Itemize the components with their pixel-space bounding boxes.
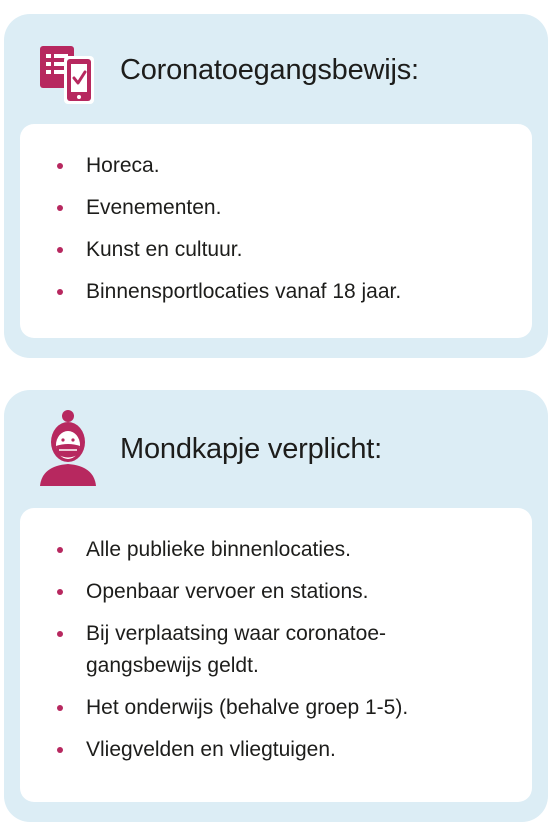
list-item-text: Kunst en cultuur. <box>86 238 243 261</box>
card-header <box>4 390 548 502</box>
list-item <box>20 150 532 182</box>
card-title: Coronatoegangsbewijs: <box>120 54 419 86</box>
list-item-text: Binnensportlocaties vanaf 18 jaar. <box>86 280 402 303</box>
list-item-text: Alle publieke binnenlocaties. <box>86 538 352 561</box>
list-item <box>20 534 532 566</box>
bullet-icon <box>57 705 63 711</box>
bullet-list <box>20 534 532 776</box>
card-header <box>4 14 548 126</box>
bullet-icon <box>57 247 63 253</box>
list-item-text: Bij verplaatsing waar coronatoe- gangsbewijs geldt. <box>86 622 386 677</box>
bullet-icon <box>57 289 63 295</box>
list-item <box>20 734 532 766</box>
bullet-icon <box>57 631 63 637</box>
face-mask-card <box>4 390 548 822</box>
card-content <box>20 508 532 802</box>
card-content <box>20 124 532 338</box>
list-item <box>20 276 532 308</box>
bullet-icon <box>57 547 63 553</box>
list-item-text: Evenementen. <box>86 196 222 219</box>
list-item-text: Horeca. <box>86 154 160 177</box>
list-item <box>20 192 532 224</box>
list-item-text: Openbaar vervoer en stations. <box>86 580 369 603</box>
bullet-icon <box>57 163 63 169</box>
bullet-icon <box>57 205 63 211</box>
bullet-icon <box>57 747 63 753</box>
list-item-text: Het onderwijs (behalve groep 1-5). <box>86 696 409 719</box>
list-item <box>20 576 532 608</box>
list-item <box>20 692 532 724</box>
person-face-mask-icon <box>34 408 102 476</box>
bullet-list <box>20 150 532 318</box>
list-item <box>20 618 532 682</box>
list-item <box>20 234 532 266</box>
bullet-icon <box>57 589 63 595</box>
corona-pass-card <box>4 14 548 358</box>
card-title: Mondkapje verplicht: <box>120 433 382 465</box>
document-phone-check-icon <box>34 40 102 108</box>
list-item-text: Vliegvelden en vliegtuigen. <box>86 738 336 761</box>
